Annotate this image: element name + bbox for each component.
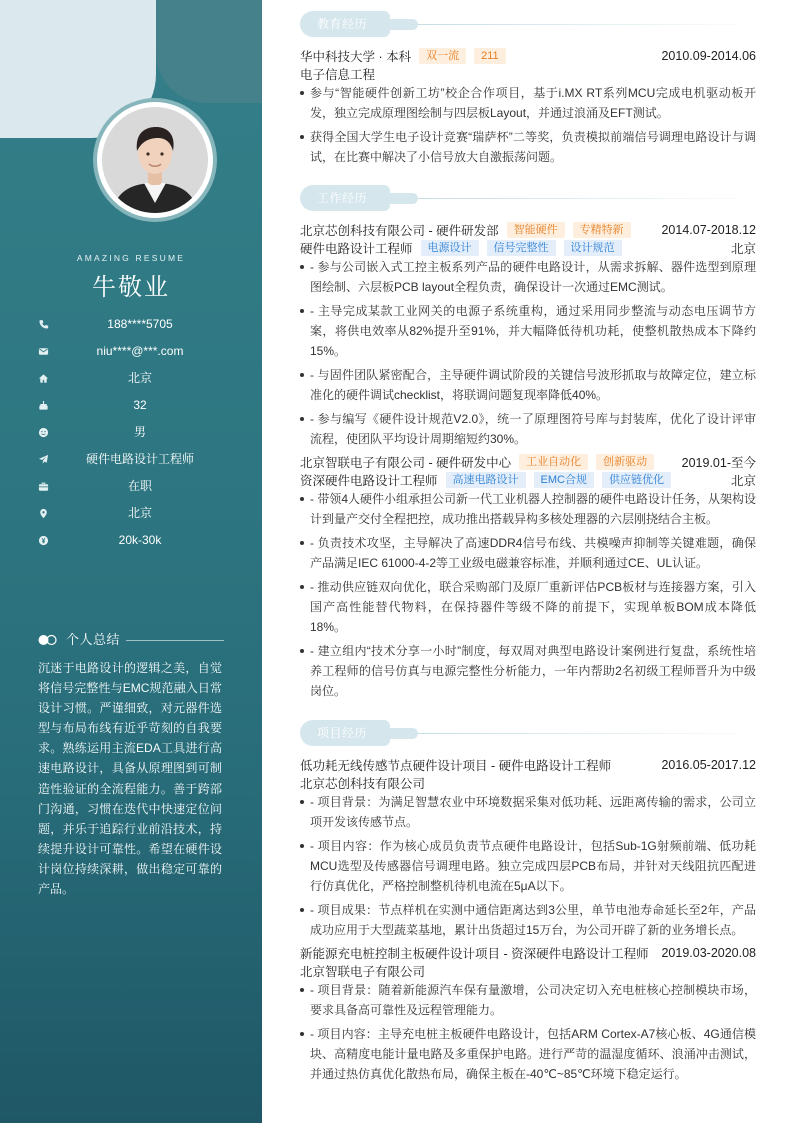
bullet-text: - 项目成果：节点样机在实测中通信距离达到3公里，单节电池寿命延长至2年，产品成功应用于大型蔬菜基地，累计出货超过15万台，为公司开辟了新的业务增长点。 [310, 903, 756, 937]
cake-icon [38, 400, 49, 411]
bullet-item [300, 301, 756, 361]
company-department: 北京芯创科技有限公司 - 硬件研发部 [300, 224, 499, 238]
contact-value: niu****@***.com [96, 344, 184, 358]
job-city: 北京 [730, 474, 756, 488]
bullet-item [300, 836, 756, 896]
double-circle-icon [38, 634, 58, 646]
bullet-item [300, 365, 756, 405]
bullet-dot [300, 309, 304, 313]
entry-date: 2019.01-至今 [681, 456, 756, 470]
entry-subtitle-row [300, 65, 756, 83]
bullet-list [300, 792, 756, 940]
bullet-list [300, 83, 756, 167]
bullet-text: - 建立组内“技术分享一小时”制度，每双周对典型电路设计案例进行复盘，系统性培养工程师的信号仿真与电源完整性分析能力，一年内帮助2名初级工程师晋升为中级岗位。 [310, 644, 756, 698]
bullet-dot [300, 800, 304, 804]
contact-target-position [0, 446, 262, 473]
work-section [300, 185, 756, 701]
skill-tag: 电源设计 [421, 240, 479, 256]
entry-subtitle-row [300, 239, 756, 257]
sidebar-decor-teal-shape [156, 0, 262, 103]
bullet-dot [300, 541, 304, 545]
bullet-item [300, 577, 756, 637]
skill-tag: 设计规范 [564, 240, 622, 256]
contact-value: 硬件电路设计工程师 [85, 452, 194, 466]
bullet-item [300, 409, 756, 449]
bullet-dot [300, 91, 304, 95]
contact-value: 32 [133, 398, 147, 412]
mail-icon [38, 346, 49, 357]
bullet-dot [300, 908, 304, 912]
job-role: 硬件电路设计工程师 [300, 242, 413, 256]
bullet-list [300, 257, 756, 449]
contact-value: 北京 [127, 371, 152, 385]
phone-icon [38, 319, 49, 330]
briefcase-icon [38, 481, 49, 492]
projects-section [300, 720, 756, 1084]
gender-icon [38, 427, 49, 438]
summary-text: 沉迷于电路设计的逻辑之美，自觉将信号完整性与EMC规范融入日常设计习惯。严谨细致，对元器件选型与布局布线有近乎苛刻的自我要求。熟练运用主流EDA工具进行高速电路设计，具备从原理图到可制造性验证的全流程能力。善于跨部门沟通，习惯在迭代中快速定位问题，并乐于追踪行业前沿技术，持续提升设计可靠性。希望在硬件设计岗位持续深耕，做出稳定可靠的产品。 [38, 661, 222, 897]
section-pill-tab [386, 728, 418, 739]
bullet-dot [300, 844, 304, 848]
company-tag: 专精特新 [573, 222, 631, 238]
section-header [300, 185, 736, 211]
bullet-item [300, 533, 756, 573]
entry-date: 2019.03-2020.08 [661, 946, 756, 960]
location-pin-icon [38, 508, 49, 519]
job-role: 资深硬件电路设计工程师 [300, 474, 438, 488]
entry-header-row [300, 944, 756, 962]
bullet-dot [300, 265, 304, 269]
project-name-role: 低功耗无线传感节点硬件设计项目 - 硬件电路设计工程师 [300, 759, 612, 773]
candidate-name: 牛敬业 [92, 274, 170, 301]
home-icon [38, 373, 49, 384]
section-title: 项目经历 [316, 726, 367, 740]
section-divider [418, 733, 736, 734]
section-title: 教育经历 [316, 17, 367, 31]
bullet-dot [300, 1032, 304, 1036]
bullet-text: - 项目内容：作为核心成员负责节点硬件电路设计，包括Sub-1G射频前端、低功耗MCU选型及传感器信号调理电路。独立完成四层PCB布局，并针对天线阻抗匹配进行仿真优化，严格控制整机待机电流在5μA以下。 [310, 839, 756, 893]
entry-header-row [300, 453, 756, 471]
contact-target-city [0, 500, 262, 527]
bullet-item [300, 792, 756, 832]
bullet-dot [300, 497, 304, 501]
entry-date: 2010.09-2014.06 [661, 49, 756, 63]
bullet-dot [300, 988, 304, 992]
company-tag: 创新驱动 [596, 454, 654, 470]
paper-plane-icon [38, 454, 49, 465]
contact-value: 188****5705 [107, 317, 173, 331]
section-header [300, 720, 736, 746]
entry-subtitle-row [300, 774, 756, 792]
skill-tag: 高速电路设计 [446, 472, 526, 488]
contact-value: 在职 [127, 479, 152, 493]
project-name-role: 新能源充电桩控制主板硬件设计项目 - 资深硬件电路设计工程师 [300, 947, 649, 961]
bullet-item [300, 127, 756, 167]
company-tag: 工业自动化 [519, 454, 588, 470]
section-title: 工作经历 [316, 191, 367, 205]
entry-header-row [300, 47, 756, 65]
bullet-item [300, 641, 756, 701]
major: 电子信息工程 [300, 68, 376, 82]
contact-gender [0, 419, 262, 446]
school-tag: 双一流 [419, 48, 466, 64]
bullet-text: 获得全国大学生电子设计竞赛“瑞萨杯”二等奖，负责模拟前端信号调理电路设计与调试，在比赛中解决了小信号放大自激振荡问题。 [310, 130, 756, 164]
bullet-item [300, 257, 756, 297]
bullet-text: - 主导完成某款工业网关的电源子系统重构，通过采用同步整流与动态电压调节方案，将供电效率从82%提升至91%，并大幅降低待机功耗，使整机散热成本下降约15%。 [310, 304, 756, 358]
bullet-text: - 负责技术攻坚，主导解决了高速DDR4信号布线、共模噪声抑制等关键难题，确保产品满足IEC 61000-4-2等工业级电磁兼容标准，并顺利通过CE、UL认证。 [310, 536, 756, 570]
bullet-text: - 项目内容：主导充电桩主板硬件电路设计，包括ARM Cortex-A7核心板、4G通信模块、高精度电能计量电路及多重保护电路。进行严苛的温湿度循环、浪涌冲击测试，并通过热仿真优化散热布局，确保主板在-40℃~85℃环境下稳定运行。 [310, 1027, 756, 1081]
section-pill-tab [386, 193, 418, 204]
bullet-text: - 参与编写《硬件设计规范V2.0》，统一了原理图符号库与封装库，优化了设计评审流程，使团队平均设计周期缩短约30%。 [310, 412, 756, 446]
entry-subtitle-row [300, 471, 756, 489]
contact-value: 20k-30k [118, 533, 162, 547]
bullet-text: - 带领4人硬件小组承担公司新一代工业机器人控制器的硬件电路设计任务，从架构设计到量产交付全程把控，成功推出搭载异构多核处理器的六层刚挠结合主板。 [310, 492, 757, 526]
project-company: 北京芯创科技有限公司 [300, 777, 426, 791]
contact-hometown [0, 365, 262, 392]
contact-expected-salary [0, 527, 262, 554]
education-entry [300, 47, 756, 167]
section-divider [418, 24, 736, 25]
skill-tag: 信号完整性 [487, 240, 556, 256]
avatar-photo [102, 107, 208, 213]
contact-phone [0, 311, 262, 338]
bullet-item [300, 489, 756, 529]
company-tag: 智能硬件 [507, 222, 565, 238]
bullet-dot [300, 585, 304, 589]
bullet-item [300, 83, 756, 123]
contact-email [0, 338, 262, 365]
bullet-text: - 参与公司嵌入式工控主板系列产品的硬件电路设计，从需求拆解、器件选型到原理图绘制、六层板PCB layout全程负责，确保设计一次通过EMC测试。 [310, 260, 756, 294]
entry-date: 2016.05-2017.12 [661, 758, 756, 772]
main-content [300, 11, 756, 1084]
bullet-text: - 项目背景：随着新能源汽车保有量激增，公司决定切入充电桩核心控制模块市场，要求具备高可靠性及远程管理能力。 [310, 983, 756, 1017]
company-department: 北京智联电子有限公司 - 硬件研发中心 [300, 456, 512, 470]
section-divider [418, 198, 736, 199]
resume-tagline: AMAZING RESUME [76, 253, 186, 263]
bullet-text: - 推动供应链双向优化，联合采购部门及原厂重新评估PCB板材与连接器方案，引入国产高性能替代物料，在保持器件等级不降的前提下，实现单板BOM成本降低18%。 [310, 580, 756, 634]
project-entry [300, 944, 756, 1084]
summary-title: 个人总结 [66, 632, 121, 647]
skill-tag: EMC合规 [534, 472, 594, 488]
contact-value: 男 [133, 425, 146, 439]
skill-tag: 供应链优化 [602, 472, 671, 488]
bullet-dot [300, 649, 304, 653]
entry-subtitle-row [300, 962, 756, 980]
section-header [300, 11, 736, 37]
sidebar [0, 0, 262, 1123]
job-city: 北京 [730, 242, 756, 256]
school-tag: 211 [474, 48, 506, 64]
entry-date: 2014.07-2018.12 [661, 223, 756, 237]
bullet-list [300, 489, 756, 701]
project-company: 北京智联电子有限公司 [300, 965, 426, 979]
bullet-item [300, 980, 756, 1020]
section-pill-tab [386, 19, 418, 30]
contact-value: 北京 [127, 506, 152, 520]
bullet-dot [300, 135, 304, 139]
work-entry [300, 453, 756, 701]
project-entry [300, 756, 756, 940]
avatar [97, 102, 213, 218]
bullet-text: - 与固件团队紧密配合，主导硬件调试阶段的关键信号波形抓取与故障定位，建立标准化的硬件调试checklist，将联调问题复现率降低40%。 [310, 368, 756, 402]
summary-divider [126, 640, 224, 641]
bullet-text: - 项目背景：为满足智慧农业中环境数据采集对低功耗、远距离传输的需求，公司立项开发该传感节点。 [310, 795, 756, 829]
contact-list [0, 311, 262, 554]
contact-job-status [0, 473, 262, 500]
contact-age [0, 392, 262, 419]
bullet-dot [300, 373, 304, 377]
bullet-dot [300, 417, 304, 421]
salary-icon [38, 535, 49, 546]
bullet-item [300, 900, 756, 940]
bullet-text: 参与“智能硬件创新工坊”校企合作项目，基于i.MX RT系列MCU完成电机驱动板开发，独立完成原理图绘制与四层板Layout，并通过浪涌及EFT测试。 [310, 86, 756, 120]
bullet-list [300, 980, 756, 1084]
bullet-item [300, 1024, 756, 1084]
entry-header-row [300, 756, 756, 774]
school-degree: 华中科技大学 · 本科 [300, 50, 412, 64]
education-section [300, 11, 756, 167]
entry-header-row [300, 221, 756, 239]
work-entry [300, 221, 756, 449]
summary-header [38, 631, 224, 649]
